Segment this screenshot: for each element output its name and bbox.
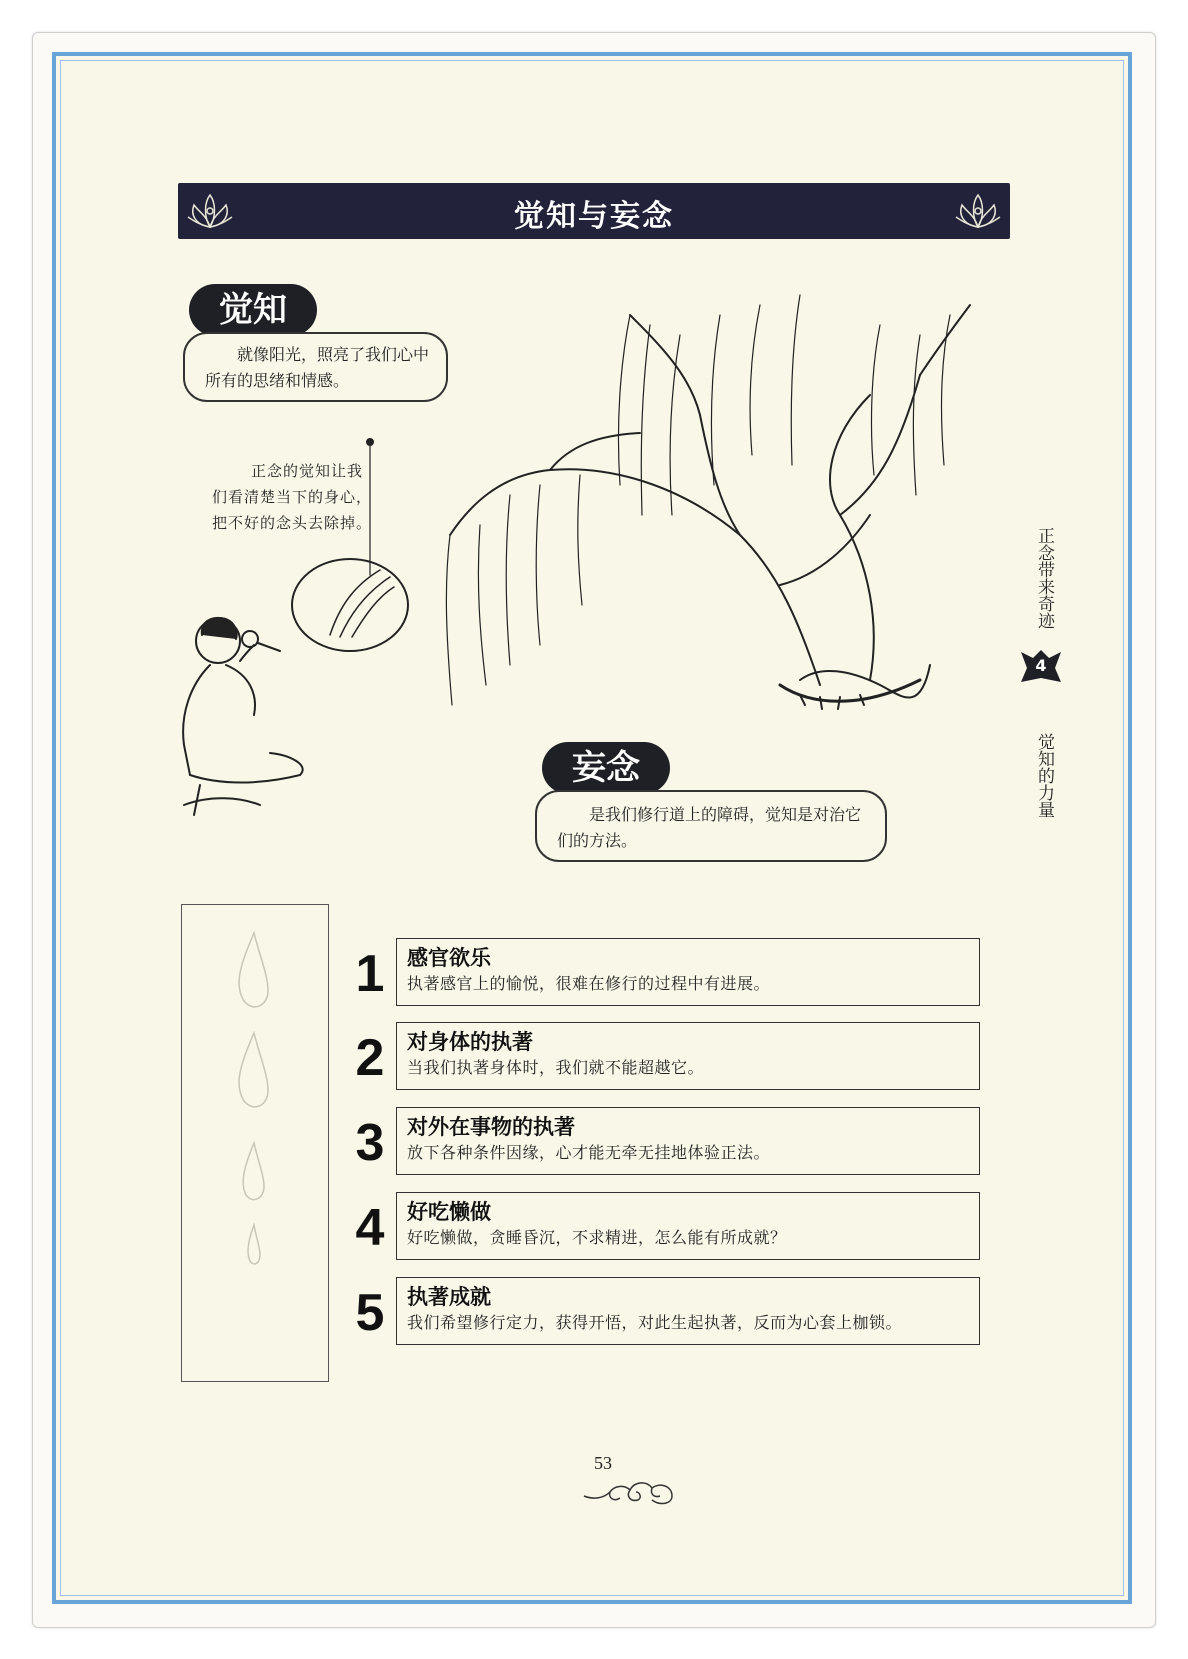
delusion-heading: 妄念 xyxy=(542,742,670,794)
item-number: 4 xyxy=(355,1199,385,1257)
chapter-title: 正念带来奇迹 xyxy=(1034,527,1054,629)
section-title: 觉知的力量 xyxy=(1034,732,1054,818)
list-item xyxy=(350,1192,990,1262)
item-number: 1 xyxy=(355,945,385,1003)
item-number: 2 xyxy=(355,1029,385,1087)
item-box xyxy=(396,1277,980,1345)
item-number: 3 xyxy=(355,1114,385,1172)
item-description: 当我们执著身体时，我们就不能超越它。 xyxy=(407,1058,705,1077)
awareness-description: 就像阳光，照亮了我们心中所有的思绪和情感。 xyxy=(183,332,448,402)
item-description: 放下各种条件因缘，心才能无牵无挂地体验正法。 xyxy=(407,1143,771,1162)
item-title: 对身体的执著 xyxy=(407,1030,533,1054)
chapter-number: 4 xyxy=(1035,656,1047,675)
item-title: 执著成就 xyxy=(407,1285,491,1309)
mindfulness-note: 正念的觉知让我们看清楚当下的身心，把不好的念头去除掉。 xyxy=(212,462,373,532)
lotus-ornament-icon xyxy=(950,187,1006,235)
cloud-ornament-icon xyxy=(580,1470,680,1508)
item-title: 好吃懒做 xyxy=(407,1200,491,1224)
water-drop-icon xyxy=(182,905,328,1381)
delusion-description: 是我们修行道上的障碍，觉知是对治它们的方法。 xyxy=(535,790,887,862)
item-title: 对外在事物的执著 xyxy=(407,1115,575,1139)
decorative-panel xyxy=(181,904,329,1382)
list-item xyxy=(350,1107,990,1177)
list-item xyxy=(350,1277,990,1347)
list-item xyxy=(350,1022,990,1092)
chapter-number-badge xyxy=(1021,648,1061,686)
page-title: 觉知与妄念 xyxy=(514,199,674,234)
item-box xyxy=(396,938,980,1006)
item-box xyxy=(396,1022,980,1090)
item-description: 我们希望修行定力，获得开悟，对此生起执著，反而为心套上枷锁。 xyxy=(407,1313,903,1332)
item-description: 好吃懒做，贪睡昏沉，不求精进，怎么能有所成就？ xyxy=(407,1228,787,1247)
list-item xyxy=(350,938,990,1008)
item-description: 执著感官上的愉悦，很难在修行的过程中有进展。 xyxy=(407,974,771,993)
awareness-heading: 觉知 xyxy=(189,284,317,336)
page-number: 53 xyxy=(594,1453,612,1473)
item-box xyxy=(396,1192,980,1260)
item-number: 5 xyxy=(355,1284,385,1342)
item-title: 感官欲乐 xyxy=(407,946,491,970)
item-box xyxy=(396,1107,980,1175)
title-banner xyxy=(178,183,1010,239)
